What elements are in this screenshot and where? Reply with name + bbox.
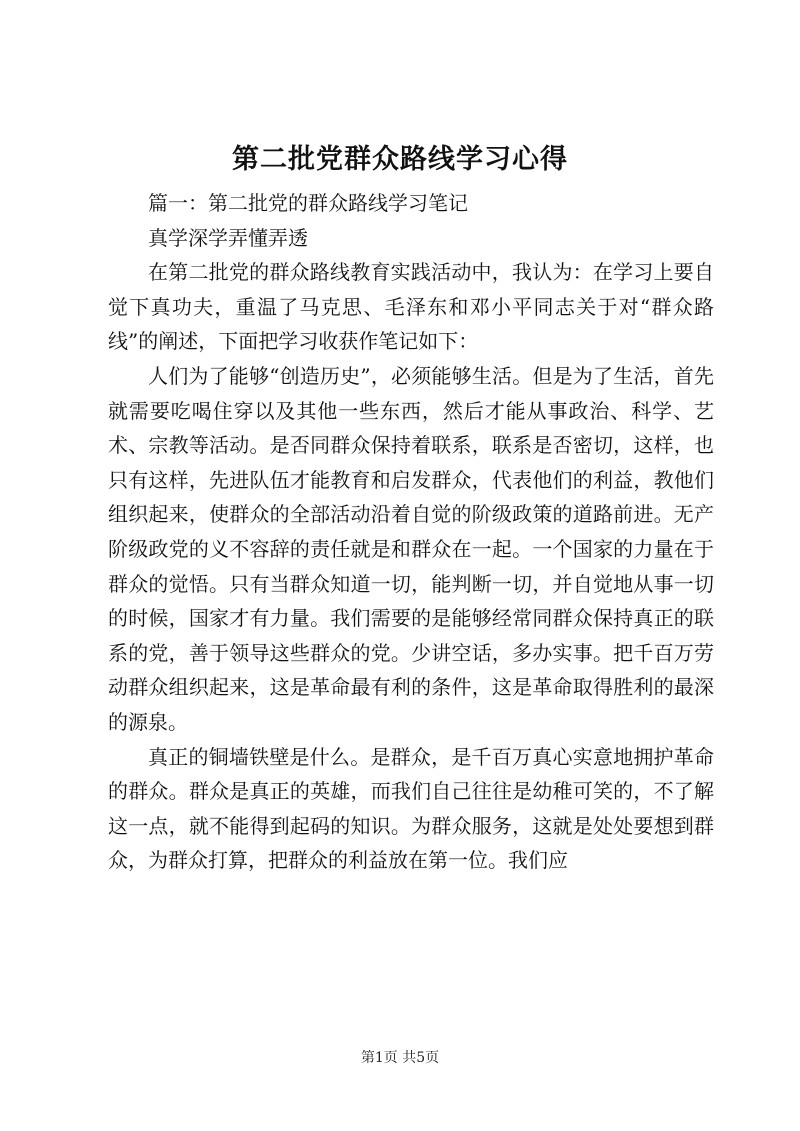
section-heading: 篇一：第二批党的群众路线学习笔记 [148,191,468,215]
paragraph: 在第二批党的群众路线教育实践活动中，我认为：在学习上要自觉下真功夫，重温了马克思、毛泽东和邓小平同志关于对“群众路线”的阐述，下面把学习收获作笔记如下： [108,260,714,354]
paragraph: 人们为了能够“创造历史”，必须能够生活。但是为了生活，首先就需要吃喝住穿以及其他一些东西，然后才能从事政治、科学、艺术、宗教等活动。是否同群众保持着联系，联系是否密切，这样，也只有这样，先进队伍才能教育和启发群众，代表他们的利益，教他们组织起来，使群众的全部活动沿着自觉的阶级政策的道路前进。无产阶级政党的义不容辞的责任就是和群众在一起。一个国家的力量在于群众的觉悟。只有当群众知道一切，能判断一切，并自觉地从事一切的时候，国家才有力量。我们需要的是能够经常同群众保持真正的联系的党，善于领导这些群众的党。少讲空话，多办实事。把千百万劳动群众组织起来，这是革命最有利的条件，这是革命取得胜利的最深的源泉。 [108,363,714,734]
document-title: 第二批党群众路线学习心得 [232,144,568,175]
document-body [108,186,714,878]
page-footer: 第1页 共5页 [360,1050,440,1066]
paragraph: 真正的铜墙铁壁是什么。是群众，是千百万真心实意地拥护革命的群众。群众是真正的英雄，而我们自己往往是幼稚可笑的，不了解这一点，就不能得到起码的知识。为群众服务，这就是处处要想到群众，为群众打算，把群众的利益放在第一位。我们应 [108,744,714,873]
subheading: 真学深学弄懂弄透 [148,225,308,250]
